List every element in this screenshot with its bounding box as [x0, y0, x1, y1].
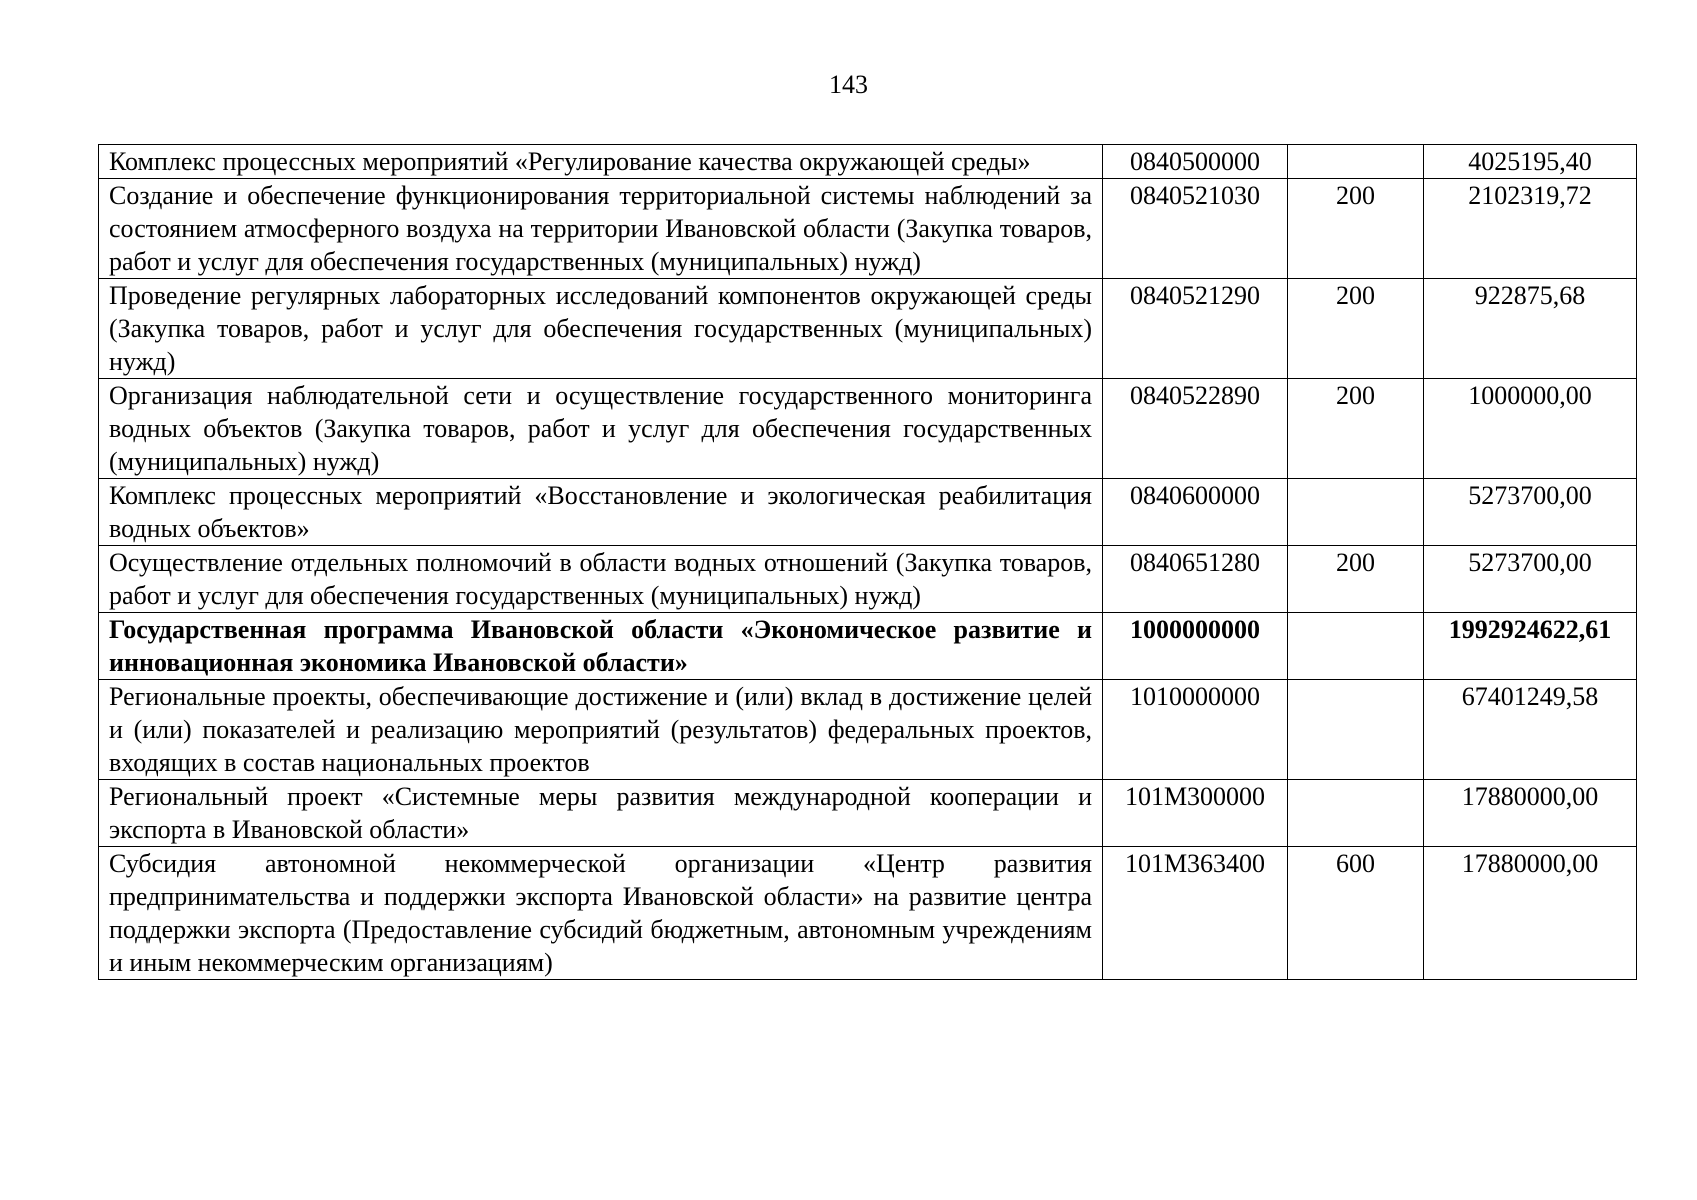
row-expense-type-cell	[1288, 613, 1424, 680]
row-code-cell: 0840651280	[1103, 546, 1288, 613]
table-row	[99, 379, 1637, 479]
row-name-cell: Комплекс процессных мероприятий «Восстановление и экологическая реабилитация водных объектов»	[99, 479, 1103, 546]
row-code-cell: 101M363400	[1103, 847, 1288, 980]
table-row	[99, 780, 1637, 847]
table-row	[99, 279, 1637, 379]
row-sum-cell: 1992924622,61	[1424, 613, 1637, 680]
row-sum-cell: 17880000,00	[1424, 847, 1637, 980]
row-sum-cell: 67401249,58	[1424, 680, 1637, 780]
row-code-cell: 101M300000	[1103, 780, 1288, 847]
row-name-cell: Организация наблюдательной сети и осуществление государственного мониторинга водных объектов (Закупка товаров, работ и услуг для обеспечения государственных (муниципальных) нужд)	[99, 379, 1103, 479]
row-expense-type-cell	[1288, 145, 1424, 179]
row-expense-type-cell	[1288, 479, 1424, 546]
table-row	[99, 613, 1637, 680]
row-code-cell: 0840521030	[1103, 179, 1288, 279]
row-expense-type-cell: 200	[1288, 179, 1424, 279]
row-sum-cell: 5273700,00	[1424, 546, 1637, 613]
row-name-cell: Субсидия автономной некоммерческой организации «Центр развития предпринимательства и поддержки экспорта Ивановской области» на развитие центра поддержки экспорта (Предоставление субсидий бюджетным, автономным учреждениям и иным некоммерческим организациям)	[99, 847, 1103, 980]
page-number: 143	[829, 70, 868, 99]
budget-table	[98, 144, 1637, 980]
row-sum-cell: 2102319,72	[1424, 179, 1637, 279]
row-code-cell: 0840522890	[1103, 379, 1288, 479]
row-sum-cell: 17880000,00	[1424, 780, 1637, 847]
table-row	[99, 546, 1637, 613]
row-expense-type-cell	[1288, 780, 1424, 847]
row-expense-type-cell	[1288, 680, 1424, 780]
row-name-cell: Региональный проект «Системные меры развития международной кооперации и экспорта в Ивановской области»	[99, 780, 1103, 847]
row-sum-cell: 922875,68	[1424, 279, 1637, 379]
table-row	[99, 847, 1637, 980]
row-name-cell: Создание и обеспечение функционирования территориальной системы наблюдений за состоянием атмосферного воздуха на территории Ивановской области (Закупка товаров, работ и услуг для обеспечения государственных (муниципальных) нужд)	[99, 179, 1103, 279]
row-expense-type-cell: 200	[1288, 379, 1424, 479]
row-code-cell: 1000000000	[1103, 613, 1288, 680]
row-code-cell: 0840521290	[1103, 279, 1288, 379]
row-expense-type-cell: 600	[1288, 847, 1424, 980]
row-code-cell: 0840600000	[1103, 479, 1288, 546]
row-code-cell: 1010000000	[1103, 680, 1288, 780]
table-row	[99, 680, 1637, 780]
table-row	[99, 479, 1637, 546]
row-sum-cell: 5273700,00	[1424, 479, 1637, 546]
row-expense-type-cell: 200	[1288, 546, 1424, 613]
table-row	[99, 145, 1637, 179]
row-name-cell: Комплекс процессных мероприятий «Регулирование качества окружающей среды»	[99, 145, 1103, 179]
row-code-cell: 0840500000	[1103, 145, 1288, 179]
row-sum-cell: 1000000,00	[1424, 379, 1637, 479]
row-name-cell: Региональные проекты, обеспечивающие достижение и (или) вклад в достижение целей и (или) показателей и реализацию мероприятий (результатов) федеральных проектов, входящих в состав национальных проектов	[99, 680, 1103, 780]
row-name-cell: Осуществление отдельных полномочий в области водных отношений (Закупка товаров, работ и услуг для обеспечения государственных (муниципальных) нужд)	[99, 546, 1103, 613]
row-name-cell: Государственная программа Ивановской области «Экономическое развитие и инновационная экономика Ивановской области»	[99, 613, 1103, 680]
row-name-cell: Проведение регулярных лабораторных исследований компонентов окружающей среды (Закупка товаров, работ и услуг для обеспечения государственных (муниципальных) нужд)	[99, 279, 1103, 379]
row-sum-cell: 4025195,40	[1424, 145, 1637, 179]
row-expense-type-cell: 200	[1288, 279, 1424, 379]
table-row	[99, 179, 1637, 279]
